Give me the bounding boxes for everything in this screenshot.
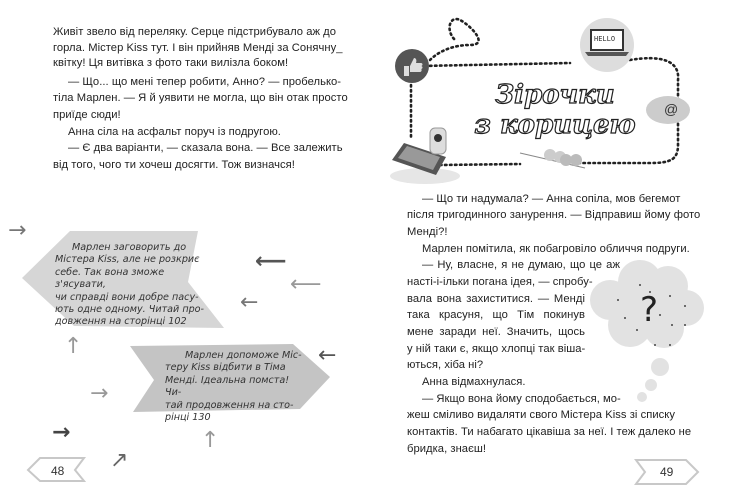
- text-line: Менді?!: [407, 226, 448, 238]
- choice-line: теру Kiss відбити в Тіма: [165, 362, 286, 374]
- text-line: — Якщо вона йому сподобається, мо-: [422, 393, 621, 405]
- text-line: горла. Містер Kiss тут. І він прийняв Менді за Сонячну_: [53, 42, 343, 54]
- choice-line: себе. Так вона зможе з'ясувати,: [55, 266, 165, 291]
- text-line: мене заради неї. Значить, щось: [407, 326, 585, 338]
- text-line: Марлен помітила, як побагровіло обличчя подруги.: [422, 243, 690, 255]
- text-line: така красуня, що Тім покинув: [407, 309, 585, 321]
- text-line: — Є два варіанти, — сказала вона. — Все залежить: [68, 142, 343, 154]
- arrow-left-icon: ←: [318, 343, 337, 368]
- laptop-screen-text: HELLO: [594, 35, 616, 43]
- choice-line: Менді. Ідеальна помста! Чи-: [165, 374, 290, 399]
- text-line: Анна відмахнулася.: [422, 376, 526, 388]
- text-line: — Ну, власне, я не думаю, що це аж: [422, 259, 620, 271]
- question-mark-icon: ?: [640, 290, 659, 330]
- choice-line: Марлен допоможе Міс-: [185, 350, 302, 361]
- arrow-right-icon: →: [90, 381, 109, 406]
- choice-line: Містера Kiss, але не розкриє: [55, 254, 200, 266]
- text-line: від того, чого ти хочеш досягти. Тож визначся!: [53, 159, 295, 171]
- choice-line: довження на сторінці 102: [55, 316, 187, 328]
- text-line: — Що... що мені тепер робити, Анно? — пробелько-: [68, 76, 342, 88]
- text-line: після тригодинного занурення. — Відправиш йому фото: [407, 209, 701, 221]
- text-line: квітку! Ця витівка з фото таки вилізла боком!: [53, 57, 289, 69]
- arrow-up-icon: ↑: [64, 334, 83, 359]
- arrow-left-icon: ⟵: [290, 272, 322, 297]
- arrow-up-right-icon: ↗: [110, 448, 129, 473]
- choice-line: тай продовження на сто-: [165, 399, 294, 411]
- choice-line: Марлен заговорить до: [72, 242, 187, 253]
- choice-line: чи справді вони добре пасу-: [55, 291, 199, 303]
- title-line-1: Зірочки: [495, 80, 615, 110]
- text-line: Анна сіла на асфальт поруч із подругою.: [68, 126, 281, 138]
- text-line: приїде сюди!: [53, 109, 121, 121]
- text-line: вала вона захиститися. — Менді: [407, 293, 585, 305]
- text-line: — Що ти надумала? — Анна сопіла, мов бегемот: [422, 193, 681, 205]
- text-line: ються, хіба ні?: [407, 359, 484, 371]
- page-number: 48: [51, 464, 65, 478]
- text-line: Живіт звело від переляку. Серце підстрибувало аж до: [53, 26, 337, 38]
- arrow-right-icon: →: [8, 218, 27, 243]
- choice-line: рінці 130: [165, 412, 211, 424]
- text-line: насті-і-ільки погана ідея, — спробу-: [407, 276, 593, 288]
- arrow-up-icon: ↑: [201, 428, 220, 453]
- text-line: контактів. Ти набагато цікавіша за неї. І теж далеко не: [407, 426, 692, 438]
- title-line-2: з корицею: [474, 110, 636, 140]
- arrow-left-icon: ⟵: [255, 249, 287, 274]
- at-sign: @: [664, 101, 679, 117]
- text-line: жеш сміливо видаляти свого Містера Kiss зі списку: [407, 409, 675, 421]
- choice-line: ють одне одному. Читай про-: [55, 304, 205, 316]
- page-number: 49: [660, 465, 674, 479]
- text-line: тіла Марлен. — Я й уявити не могла, що він отак просто: [53, 92, 348, 104]
- text-line: бридка, знаєш!: [407, 443, 487, 455]
- arrow-right-icon: →: [52, 420, 71, 445]
- text-line: у ній таки є, якщо хлопці так віша-: [407, 343, 586, 355]
- arrow-left-icon: ←: [240, 290, 259, 315]
